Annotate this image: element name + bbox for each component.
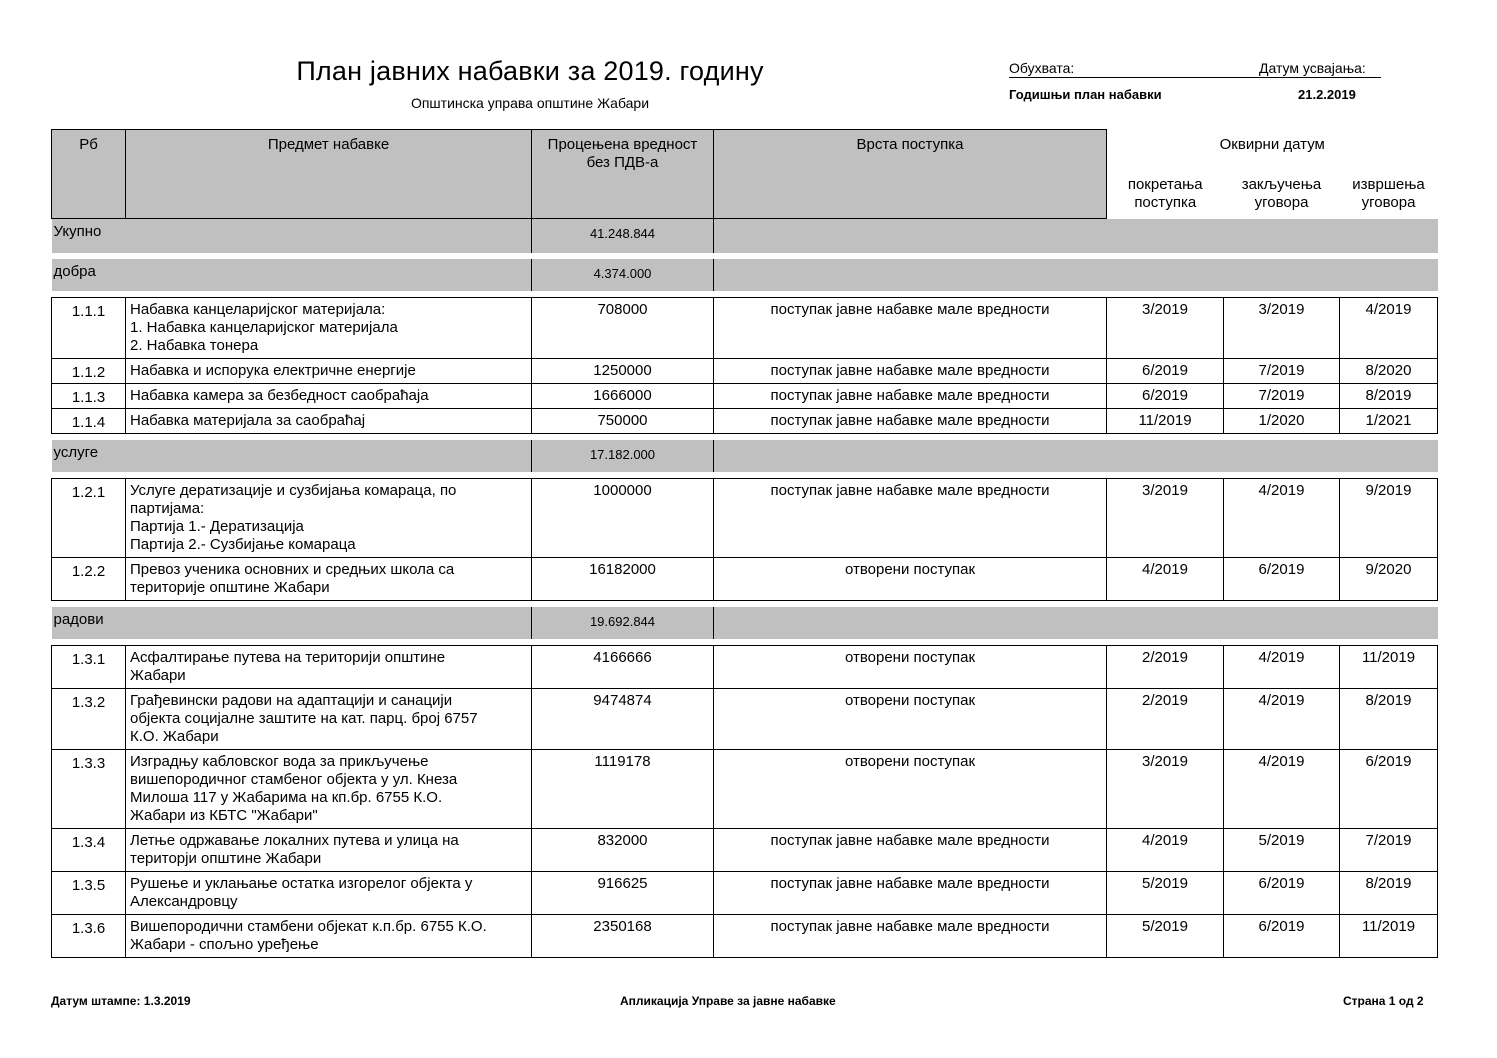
row-start-date: 3/2019 xyxy=(1107,298,1224,359)
row-exec-date: 7/2019 xyxy=(1340,829,1438,872)
row-subject xyxy=(126,384,532,409)
col-start-line1: покретања xyxy=(1127,176,1203,194)
row-value: 9474874 xyxy=(532,689,714,750)
group-total: 19.692.844 xyxy=(532,607,714,639)
col-contract-line1: закључења xyxy=(1241,176,1322,194)
col-exec-line1: извршења xyxy=(1352,176,1425,194)
row-procedure: отворени поступак xyxy=(714,750,1107,829)
row-start-date: 2/2019 xyxy=(1107,689,1224,750)
row-start-date: 5/2019 xyxy=(1107,872,1224,915)
row-start-date: 5/2019 xyxy=(1107,915,1224,958)
subject-line: Жабари - спољно уређење xyxy=(130,936,319,953)
subject-line: Жабари из КБТС "Жабари" xyxy=(130,807,318,824)
subject-line: објекта социјалне заштите на кат. парц. број 6757 xyxy=(130,710,478,727)
subject-line: Асфалтирање путева на територији општине xyxy=(130,649,446,666)
row-exec-date: 9/2020 xyxy=(1340,558,1438,601)
subject-line: партијама: xyxy=(130,500,205,517)
row-value: 750000 xyxy=(532,409,714,434)
row-number: 1.3.2 xyxy=(52,689,126,750)
row-exec-date: 8/2020 xyxy=(1340,359,1438,384)
subject-line: Изградњу кабловског вода за прикључење xyxy=(130,753,429,770)
row-exec-date: 8/2019 xyxy=(1340,872,1438,915)
row-exec-date: 8/2019 xyxy=(1340,689,1438,750)
subject-line: територји општине Жабари xyxy=(130,850,322,867)
row-procedure: отворени поступак xyxy=(714,558,1107,601)
table-row xyxy=(52,359,1438,384)
row-value: 16182000 xyxy=(532,558,714,601)
row-start-date: 11/2019 xyxy=(1107,409,1224,434)
col-dates: Оквирни датум xyxy=(1107,130,1438,177)
subject-line: Услуге дератизације и сузбијања комараца, по xyxy=(130,482,457,499)
row-start-date: 6/2019 xyxy=(1107,359,1224,384)
row-exec-date: 6/2019 xyxy=(1340,750,1438,829)
row-contract-date: 4/2019 xyxy=(1224,689,1340,750)
row-contract-date: 6/2019 xyxy=(1224,558,1340,601)
group-fill xyxy=(714,440,1438,472)
col-procedure: Врста поступка xyxy=(714,130,1107,219)
table-row xyxy=(52,872,1438,915)
subject-line: територије општине Жабари xyxy=(130,579,330,596)
row-start-date: 3/2019 xyxy=(1107,750,1224,829)
row-value: 1250000 xyxy=(532,359,714,384)
table-header-row xyxy=(52,130,1438,177)
table-row xyxy=(52,689,1438,750)
adoption-value: 21.2.2019 xyxy=(1298,87,1356,102)
row-procedure: отворени поступак xyxy=(714,689,1107,750)
row-number: 1.1.4 xyxy=(52,409,126,434)
row-number: 1.1.2 xyxy=(52,359,126,384)
row-procedure: поступак јавне набавке мале вредности xyxy=(714,872,1107,915)
table-row xyxy=(52,479,1438,558)
subject-line: 1. Набавка канцеларијског материјала xyxy=(130,319,398,336)
row-subject xyxy=(126,479,532,558)
table-row xyxy=(52,409,1438,434)
group-row xyxy=(52,607,1438,639)
row-contract-date: 7/2019 xyxy=(1224,359,1340,384)
col-exec xyxy=(1340,176,1438,218)
row-subject xyxy=(126,409,532,434)
col-start xyxy=(1107,176,1224,218)
row-procedure: поступак јавне набавке мале вредности xyxy=(714,409,1107,434)
row-contract-date: 7/2019 xyxy=(1224,384,1340,409)
row-contract-date: 1/2020 xyxy=(1224,409,1340,434)
row-value: 2350168 xyxy=(532,915,714,958)
grand-total-fill xyxy=(714,219,1438,254)
row-subject xyxy=(126,298,532,359)
row-exec-date: 11/2019 xyxy=(1340,646,1438,689)
row-procedure: поступак јавне набавке мале вредности xyxy=(714,915,1107,958)
procurement-table xyxy=(51,129,1438,958)
grand-total-row xyxy=(52,219,1438,254)
subject-line: Партија 1.- Дератизација xyxy=(130,518,304,535)
row-number: 1.1.3 xyxy=(52,384,126,409)
subject-line: Вишепородични стамбени објекат к.п.бр. 6755 К.О. xyxy=(130,918,487,935)
row-procedure: поступак јавне набавке мале вредности xyxy=(714,384,1107,409)
row-number: 1.3.4 xyxy=(52,829,126,872)
subject-line: Набавка камера за безбедност саобраћаја xyxy=(130,387,429,404)
row-contract-date: 6/2019 xyxy=(1224,872,1340,915)
row-value: 1119178 xyxy=(532,750,714,829)
row-contract-date: 4/2019 xyxy=(1224,479,1340,558)
subject-line: Превоз ученика основних и средњих школа са xyxy=(130,561,455,578)
grand-total-value: 41.248.844 xyxy=(532,219,714,254)
group-row xyxy=(52,259,1438,291)
row-exec-date: 1/2021 xyxy=(1340,409,1438,434)
row-exec-date: 9/2019 xyxy=(1340,479,1438,558)
row-value: 832000 xyxy=(532,829,714,872)
row-subject xyxy=(126,872,532,915)
col-value-line2: без ПДВ-а xyxy=(586,154,659,171)
table-row xyxy=(52,558,1438,601)
row-procedure: поступак јавне набавке мале вредности xyxy=(714,298,1107,359)
header-rule xyxy=(1009,77,1381,78)
group-name: радови xyxy=(52,607,532,639)
subject-line: Набавка материјала за саобраћај xyxy=(130,412,366,429)
row-start-date: 2/2019 xyxy=(1107,646,1224,689)
row-subject xyxy=(126,689,532,750)
row-start-date: 6/2019 xyxy=(1107,384,1224,409)
row-value: 4166666 xyxy=(532,646,714,689)
table-row xyxy=(52,750,1438,829)
row-value: 916625 xyxy=(532,872,714,915)
col-contract xyxy=(1224,176,1340,218)
group-fill xyxy=(714,607,1438,639)
row-number: 1.3.5 xyxy=(52,872,126,915)
group-name: добра xyxy=(52,259,532,291)
group-fill xyxy=(714,259,1438,291)
row-value: 1000000 xyxy=(532,479,714,558)
subject-line: Партија 2.- Сузбијање комараца xyxy=(130,536,356,553)
row-number: 1.1.1 xyxy=(52,298,126,359)
page-number: Страна 1 од 2 xyxy=(1343,994,1424,1008)
group-row xyxy=(52,440,1438,472)
row-subject xyxy=(126,829,532,872)
table-row xyxy=(52,298,1438,359)
covers-label: Обухвата: xyxy=(1009,60,1075,76)
col-exec-line2: уговора xyxy=(1361,194,1416,212)
row-contract-date: 5/2019 xyxy=(1224,829,1340,872)
row-number: 1.3.3 xyxy=(52,750,126,829)
col-rb: Рб xyxy=(52,130,126,219)
row-contract-date: 4/2019 xyxy=(1224,750,1340,829)
table-row xyxy=(52,915,1438,958)
row-value: 1666000 xyxy=(532,384,714,409)
adoption-label: Датум усвајања: xyxy=(1259,60,1366,76)
group-total: 4.374.000 xyxy=(532,259,714,291)
subject-line: К.О. Жабари xyxy=(130,728,219,745)
row-procedure: поступак јавне набавке мале вредности xyxy=(714,479,1107,558)
row-subject xyxy=(126,750,532,829)
row-contract-date: 4/2019 xyxy=(1224,646,1340,689)
group-name: услуге xyxy=(52,440,532,472)
subject-line: Жабари xyxy=(130,667,186,684)
subject-line: 2. Набавка тонера xyxy=(130,337,259,354)
row-start-date: 4/2019 xyxy=(1107,558,1224,601)
table-row xyxy=(52,829,1438,872)
col-subject: Предмет набавке xyxy=(126,130,532,219)
row-contract-date: 6/2019 xyxy=(1224,915,1340,958)
col-contract-line2: уговора xyxy=(1254,194,1309,212)
row-procedure: поступак јавне набавке мале вредности xyxy=(714,359,1107,384)
subject-line: Рушење и уклањање остатка изгорелог објекта у xyxy=(130,875,473,892)
col-start-line2: поступка xyxy=(1134,194,1197,212)
row-subject xyxy=(126,915,532,958)
row-procedure: поступак јавне набавке мале вредности xyxy=(714,829,1107,872)
row-exec-date: 11/2019 xyxy=(1340,915,1438,958)
grand-total-label: Укупно xyxy=(52,219,532,254)
app-name: Апликација Управе за јавне набавке xyxy=(620,994,836,1008)
row-value: 708000 xyxy=(532,298,714,359)
col-value xyxy=(532,130,714,219)
row-number: 1.2.1 xyxy=(52,479,126,558)
row-number: 1.3.6 xyxy=(52,915,126,958)
group-total: 17.182.000 xyxy=(532,440,714,472)
row-start-date: 4/2019 xyxy=(1107,829,1224,872)
col-value-line1: Процењена вредност xyxy=(547,136,698,153)
subject-line: Набавка и испорука електричне енергије xyxy=(130,362,416,379)
page-subtitle: Општинска управа општине Жабари xyxy=(410,95,650,111)
subject-line: вишепородичног стамбеног објекта у ул. Кнеза xyxy=(130,771,458,788)
row-exec-date: 8/2019 xyxy=(1340,384,1438,409)
subject-line: Набавка канцеларијског материјала: xyxy=(130,301,386,318)
subject-line: Милоша 117 у Жабарима на кп.бр. 6755 К.О. xyxy=(130,789,443,806)
row-procedure: отворени поступак xyxy=(714,646,1107,689)
row-number: 1.3.1 xyxy=(52,646,126,689)
table-row xyxy=(52,646,1438,689)
row-start-date: 3/2019 xyxy=(1107,479,1224,558)
subject-line: Александровцу xyxy=(130,893,238,910)
covers-value: Годишњи план набавки xyxy=(1009,87,1162,102)
table-row xyxy=(52,384,1438,409)
row-exec-date: 4/2019 xyxy=(1340,298,1438,359)
row-subject xyxy=(126,558,532,601)
print-date: Датум штампе: 1.3.2019 xyxy=(51,994,191,1008)
subject-line: Летње одржавање локалних путева и улица на xyxy=(130,832,459,849)
row-number: 1.2.2 xyxy=(52,558,126,601)
subject-line: Грађевински радови на адаптацији и санацији xyxy=(130,692,453,709)
row-contract-date: 3/2019 xyxy=(1224,298,1340,359)
page-title: План јавних набавки за 2019. годину xyxy=(296,56,764,86)
row-subject xyxy=(126,359,532,384)
row-subject xyxy=(126,646,532,689)
